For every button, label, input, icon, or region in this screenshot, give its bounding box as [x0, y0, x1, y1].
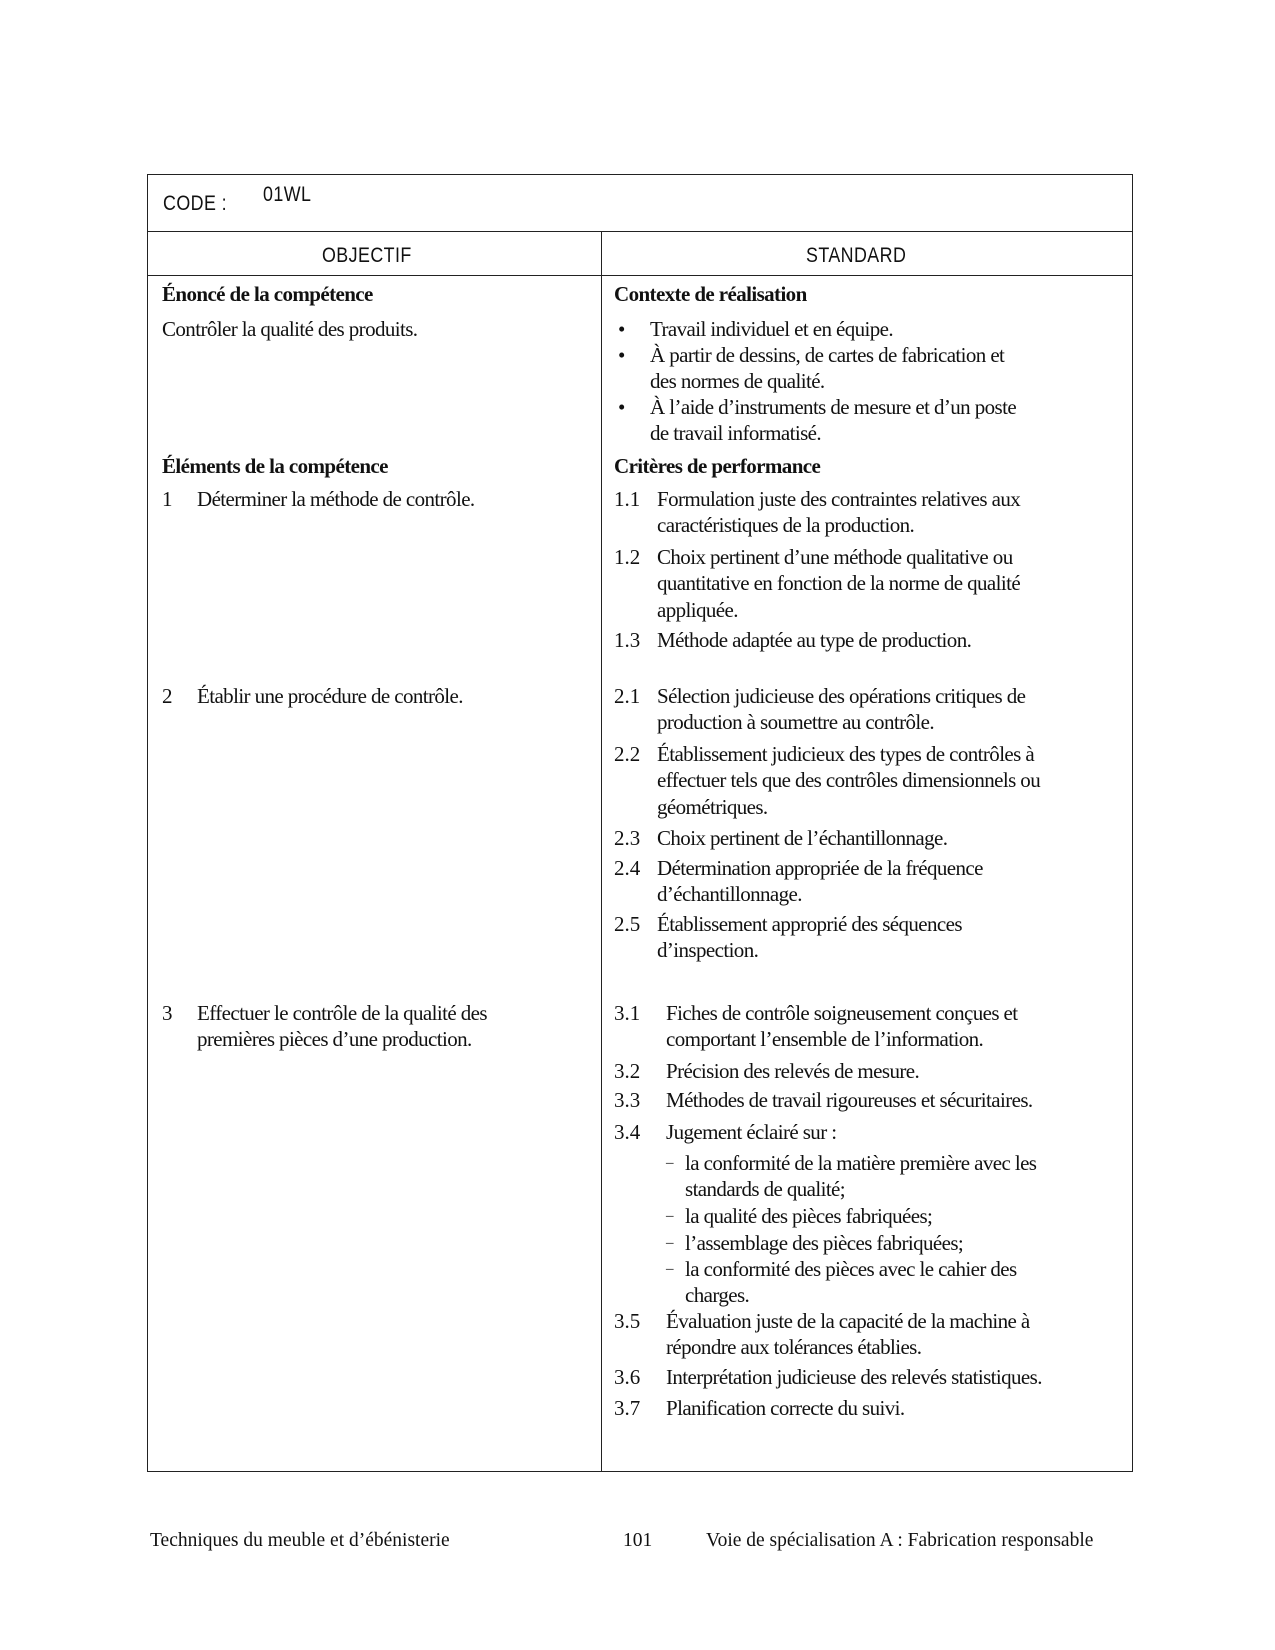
item-text-line: géométriques.: [657, 794, 768, 819]
item-number: 3.2: [614, 1059, 641, 1083]
item-text-line: Établissement approprié des séquences: [657, 912, 962, 936]
item-text-line: charges.: [685, 1283, 750, 1308]
bullet-icon: •: [618, 343, 626, 367]
code-label: CODE :: [163, 192, 228, 215]
item-text-line: la conformité de la matière première avec les: [685, 1151, 1037, 1175]
item-text-line: Méthodes de travail rigoureuses et sécuritaires.: [666, 1088, 1033, 1112]
item-text-line: appliquée.: [657, 597, 738, 622]
item-number: 3: [162, 1001, 173, 1025]
item-text-line: Choix pertinent de l’échantillonnage.: [657, 826, 948, 850]
bullet-icon: •: [618, 395, 626, 419]
elements-title: Éléments de la compétence: [162, 454, 388, 478]
page-number: 101: [623, 1530, 653, 1551]
item-number: 1: [162, 487, 173, 511]
item-number: 2: [162, 684, 173, 708]
item-number: 3.7: [614, 1396, 641, 1420]
item-text-line: Établir une procédure de contrôle.: [197, 684, 463, 708]
item-number: 3.4: [614, 1120, 641, 1144]
item-text-line: la qualité des pièces fabriquées;: [685, 1204, 933, 1228]
item-number: 1.2: [614, 545, 641, 569]
item-text-line: effectuer tels que des contrôles dimensionnels ou: [657, 768, 1041, 793]
item-number: 3.5: [614, 1309, 641, 1333]
divider: [147, 275, 1133, 276]
item-number: 2.2: [614, 742, 641, 766]
item-text-line: Effectuer le contrôle de la qualité des: [197, 1001, 487, 1025]
header-standard: STANDARD: [806, 244, 907, 267]
item-text-line: la conformité des pièces avec le cahier des: [685, 1257, 1017, 1281]
item-number: 2.5: [614, 912, 641, 936]
item-text-line: Précision des relevés de mesure.: [666, 1059, 920, 1083]
column-divider: [601, 232, 602, 1472]
item-text-line: premières pièces d’une production.: [197, 1027, 472, 1052]
contexte-title: Contexte de réalisation: [614, 282, 807, 306]
item-number: 1.1: [614, 487, 641, 511]
code-value: 01WL: [263, 183, 312, 206]
item-text-line: quantitative en fonction de la norme de qualité: [657, 571, 1021, 596]
item-text-line: caractéristiques de la production.: [657, 513, 915, 538]
divider: [147, 231, 1133, 232]
item-text-line: des normes de qualité.: [650, 369, 825, 394]
item-number: 3.1: [614, 1001, 641, 1025]
footer-left: Techniques du meuble et d’ébénisterie: [150, 1530, 450, 1551]
item-text-line: d’échantillonnage.: [657, 882, 802, 907]
item-number: 1.3: [614, 628, 641, 652]
item-number: 3.3: [614, 1088, 641, 1112]
item-text-line: Jugement éclairé sur :: [666, 1120, 837, 1144]
item-text-line: Établissement judicieux des types de contrôles à: [657, 742, 1035, 766]
item-text-line: Détermination appropriée de la fréquence: [657, 856, 983, 880]
footer-right: Voie de spécialisation A : Fabrication responsable: [706, 1530, 1094, 1551]
item-text-line: Déterminer la méthode de contrôle.: [197, 487, 475, 511]
bullet-icon: •: [618, 317, 626, 341]
item-text-line: Formulation juste des contraintes relatives aux: [657, 487, 1021, 511]
item-text-line: de travail informatisé.: [650, 421, 822, 446]
dash-icon: –: [666, 1261, 674, 1277]
enonce-title: Énoncé de la compétence: [162, 282, 373, 306]
item-text-line: d’inspection.: [657, 938, 759, 963]
item-number: 2.3: [614, 826, 641, 850]
item-number: 2.4: [614, 856, 641, 880]
item-number: 3.6: [614, 1365, 641, 1389]
item-text-line: l’assemblage des pièces fabriquées;: [685, 1231, 964, 1255]
item-text-line: Évaluation juste de la capacité de la machine à: [666, 1309, 1030, 1333]
item-text-line: Fiches de contrôle soigneusement conçues et: [666, 1001, 1018, 1025]
item-text-line: Planification correcte du suivi.: [666, 1396, 905, 1420]
item-text-line: standards de qualité;: [685, 1177, 846, 1202]
header-objectif: OBJECTIF: [322, 244, 412, 267]
item-text-line: Sélection judicieuse des opérations critiques de: [657, 684, 1026, 708]
enonce-text: Contrôler la qualité des produits.: [162, 317, 418, 341]
item-text-line: Travail individuel et en équipe.: [650, 317, 894, 341]
item-text-line: production à soumettre au contrôle.: [657, 710, 934, 735]
dash-icon: –: [666, 1155, 674, 1171]
criteres-title: Critères de performance: [614, 454, 821, 478]
dash-icon: –: [666, 1235, 674, 1251]
item-number: 2.1: [614, 684, 641, 708]
item-text-line: Interprétation judicieuse des relevés statistiques.: [666, 1365, 1042, 1389]
dash-icon: –: [666, 1208, 674, 1224]
item-text-line: Méthode adaptée au type de production.: [657, 628, 972, 652]
item-text-line: À l’aide d’instruments de mesure et d’un poste: [650, 395, 1017, 419]
item-text-line: À partir de dessins, de cartes de fabrication et: [650, 343, 1005, 367]
item-text-line: répondre aux tolérances établies.: [666, 1335, 922, 1360]
item-text-line: comportant l’ensemble de l’information.: [666, 1027, 984, 1052]
item-text-line: Choix pertinent d’une méthode qualitative ou: [657, 545, 1013, 569]
